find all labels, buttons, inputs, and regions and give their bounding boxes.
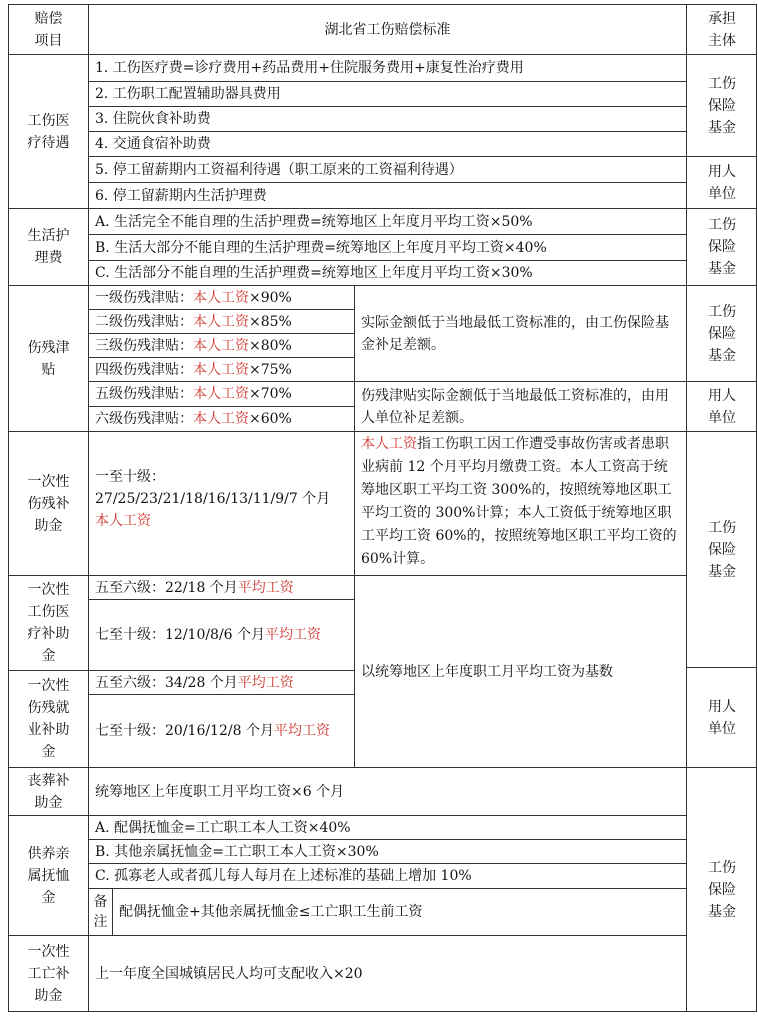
care-line-a: A. 生活完全不能自理的生活护理费=统筹地区上年度月平均工资×50% [88,208,686,234]
category-disability: 伤残津 贴 [8,285,88,431]
care-line-c: C. 生活部分不能自理的生活护理费=统筹地区上年度月平均工资×30% [88,260,686,285]
header-item: 赔偿 项目 [8,4,88,54]
lump-disability-base: 本人工资 [95,513,151,529]
disability-level-4: 四级伤残津贴： 本人工资 ×75% [88,357,354,381]
medical-line-2: 2. 工伤职工配置辅助器具费用 [88,81,686,106]
payer-fund: 工伤 保险 基金 [686,431,757,667]
category-lump-medical: 一次性 工伤医 疗补助 金 [8,575,88,670]
lump-employment-row-2: 七至十级：20/16/12/8 个月 平均工资 [88,694,354,767]
disability-level-5: 五级伤残津贴： 本人工资 ×70% [88,381,354,406]
payer-fund: 工伤 保险 基金 [686,285,757,381]
medical-line-6: 6. 停工留薪期内生活护理费 [88,182,686,208]
category-funeral: 丧葬补 助金 [8,767,88,815]
lump-disability-line-1: 一至十级： [95,469,165,485]
payer-fund: 工伤 保险 基金 [686,767,757,1011]
disability-level-6: 六级伤残津贴： 本人工资 ×60% [88,406,354,431]
category-death: 一次性 工亡补 助金 [8,935,88,1011]
table-border-bottom [8,1011,757,1012]
lump-disability-months [88,431,354,575]
payer-employer: 用人 单位 [686,667,757,767]
remark-text: 配偶抚恤金+其他亲属抚恤金≤工亡职工生前工资 [112,888,686,935]
medical-line-4: 4. 交通食宿补助费 [88,131,686,156]
payer-fund: 工伤 保险 基金 [686,208,757,285]
payer-fund: 工伤 保险 基金 [686,54,757,156]
payer-employer: 用人 单位 [686,156,757,208]
header-payer: 承担 主体 [686,4,757,54]
lump-employment-row-1: 五至六级：34/28 个月 平均工资 [88,670,354,694]
care-line-b: B. 生活大部分不能自理的生活护理费=统筹地区上年度月平均工资×40% [88,234,686,260]
dependents-line-b: B. 其他亲属抚恤金=工亡职工本人工资×30% [88,839,686,863]
lump-medical-row-2: 七至十级：12/10/8/6 个月 平均工资 [88,599,354,670]
table-title: 湖北省工伤赔偿标准 [88,4,686,54]
dependents-line-c: C. 孤寡老人或者孤儿每人每月在上述标准的基础上增加 10% [88,863,686,888]
disability-level-2: 二级伤残津贴： 本人工资 ×85% [88,309,354,333]
remark-label: 备 注 [88,888,112,935]
category-care: 生活护 理费 [8,208,88,285]
disability-note-fund: 实际金额低于当地最低工资标准的，由工伤保险基金补足差额。 [354,285,686,381]
payer-employer: 用人 单位 [686,381,757,431]
lump-disability-line-2: 27/25/23/21/18/16/13/11/9/7 个月 [95,491,331,507]
disability-level-3: 三级伤残津贴： 本人工资 ×80% [88,333,354,357]
table-border-right [756,4,757,1012]
wage-definition: 本人工资指工伤职工因工作遭受事故伤害或者患职业病前 12 个月平均月缴费工资。本人工资高于统筹地区职工平均工资 300%的，按照统筹地区职工平均工资的 300%计算；本人工资低于统筹地区职工平均工资 60%的，按照统筹地区职工平均工资的 60%计算。 [354,431,686,575]
category-dependents: 供养亲 属抚恤 金 [8,815,88,935]
death-text: 上一年度全国城镇居民人均可支配收入×20 [88,935,686,1011]
category-lump-employment: 一次性 伤残就 业补助 金 [8,670,88,767]
funeral-text: 统筹地区上年度职工月平均工资×6 个月 [88,767,686,815]
dependents-line-a: A. 配偶抚恤金=工亡职工本人工资×40% [88,815,686,839]
medical-line-3: 3. 住院伙食补助费 [88,106,686,131]
category-lump-disability: 一次性 伤残补 助金 [8,431,88,575]
disability-level-1: 一级伤残津贴： 本人工资 ×90% [88,285,354,309]
disability-note-employer: 伤残津贴实际金额低于当地最低工资标准的，由用人单位补足差额。 [354,381,686,431]
medical-line-5: 5. 停工留薪期内工资福利待遇（职工原来的工资福利待遇） [88,156,686,182]
medical-line-1: 1. 工伤医疗费=诊疗费用+药品费用+住院服务费用+康复性治疗费用 [88,54,686,81]
category-medical: 工伤医 疗待遇 [8,54,88,208]
lump-medical-row-1: 五至六级：22/18 个月 平均工资 [88,575,354,599]
lump-base-note: 以统筹地区上年度职工月平均工资为基数 [354,575,686,767]
